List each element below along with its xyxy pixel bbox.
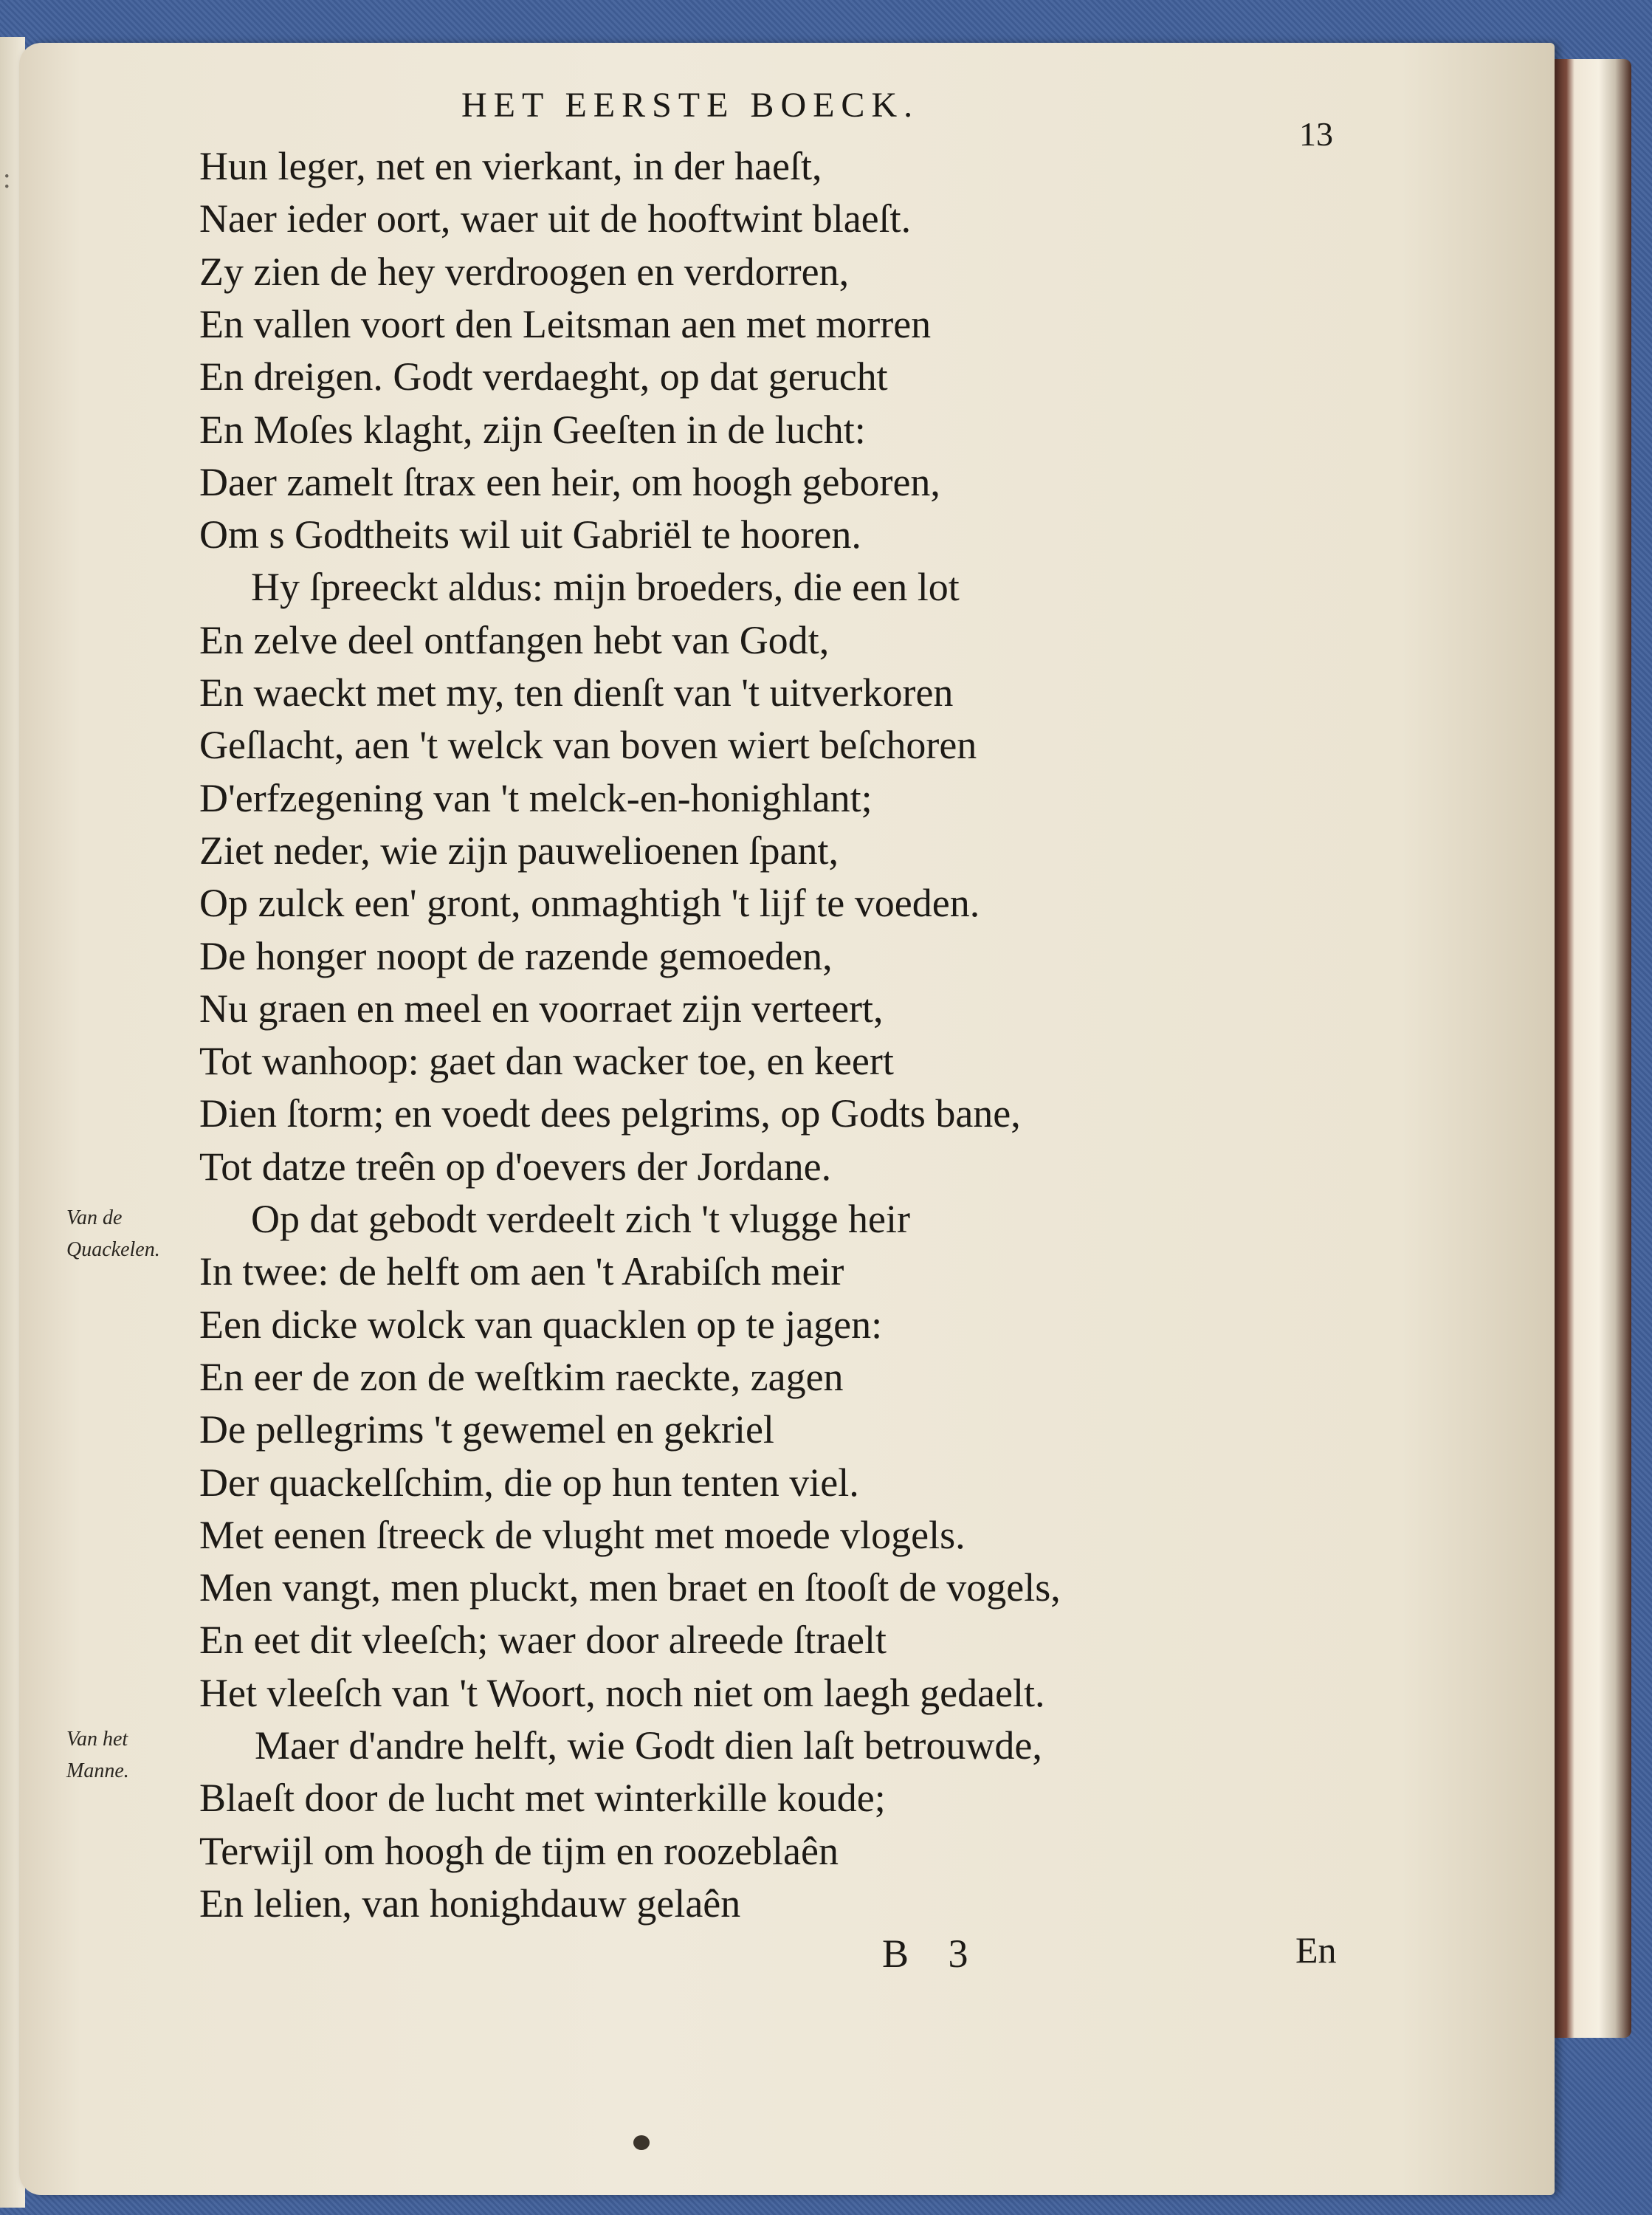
verse-line: Blaeſt door de lucht met winterkille koude; bbox=[199, 1776, 886, 1820]
verse-line: Men vangt, men pluckt, men braet en ſtooſt de vogels, bbox=[199, 1565, 1061, 1610]
verse-line: Dien ſtorm; en voedt dees pelgrims, op Godts bane, bbox=[199, 1091, 1021, 1136]
verse-line: Tot wanhoop: gaet dan wacker toe, en keert bbox=[199, 1039, 894, 1083]
verse-line: Met eenen ſtreeck de vlught met moede vlogels. bbox=[199, 1513, 966, 1557]
verse-line: En eet dit vleeſch; waer door alreede ſtraelt bbox=[199, 1618, 887, 1662]
page-number: 13 bbox=[1299, 115, 1333, 153]
verse-line: De honger noopt de razende gemoeden, bbox=[199, 934, 833, 978]
verse-line: En zelve deel ontfangen hebt van Godt, bbox=[199, 618, 830, 662]
verse-line: En waeckt met my, ten dienſt van 't uitverkoren bbox=[199, 670, 954, 715]
verse-line: Hun leger, net en vierkant, in der haeſt, bbox=[199, 144, 822, 188]
verse-line: En lelien, van honighdauw gelaên bbox=[199, 1881, 741, 1926]
running-header: HET EERSTE BOECK. bbox=[461, 86, 920, 125]
ink-spot bbox=[633, 2135, 650, 2150]
verse-line: Het vleeſch van 't Woort, noch niet om laegh gedaelt. bbox=[199, 1671, 1045, 1715]
verse-line: En Moſes klaght, zijn Geeſten in de lucht: bbox=[199, 408, 866, 452]
verse-line: Op dat gebodt verdeelt zich 't vlugge heir bbox=[251, 1197, 910, 1241]
verse-line: Nu graen en meel en voorraet zijn verteert, bbox=[199, 986, 884, 1031]
verse-line: Terwijl om hoogh de tijm en roozeblaên bbox=[199, 1829, 839, 1873]
margin-note-manne: Van het Manne. bbox=[66, 1728, 129, 1783]
book-edge bbox=[1550, 59, 1631, 2038]
verse-line: Om s Godtheits wil uit Gabriël te hooren. bbox=[199, 512, 861, 557]
verse-line: Een dicke wolck van quacklen op te jagen: bbox=[199, 1302, 883, 1347]
verse-line: En vallen voort den Leitsman aen met morren bbox=[199, 302, 932, 346]
verse-line: Tot datze treên op d'oevers der Jordane. bbox=[199, 1144, 832, 1189]
verse-line: D'erfzegening van 't melck-en-honighlant; bbox=[199, 776, 873, 820]
verse-line: Op zulck een' gront, onmaghtigh 't lijf te voeden. bbox=[199, 881, 980, 925]
verse-line: En dreigen. Godt verdaeght, op dat gerucht bbox=[199, 354, 888, 399]
verse-line: En eer de zon de weſtkim raeckte, zagen bbox=[199, 1355, 844, 1399]
catchword: En bbox=[1295, 1929, 1337, 1971]
verse-line: Hy ſpreeckt aldus: mijn broeders, die een lot bbox=[251, 565, 960, 609]
verse-line: Zy zien de hey verdroogen en verdorren, bbox=[199, 250, 850, 294]
verse-line: In twee: de helft om aen 't Arabiſch meir bbox=[199, 1249, 844, 1294]
margin-note-quackelen: Van de Quackelen. bbox=[66, 1206, 160, 1262]
signature-mark: B 3 bbox=[882, 1931, 983, 1976]
verse-line: Der quackelſchim, die op hun tenten viel. bbox=[199, 1460, 859, 1505]
facing-page-fragment: : bbox=[3, 163, 11, 194]
verse-line: Daer zamelt ſtrax een heir, om hoogh geboren, bbox=[199, 460, 940, 504]
verse-line: Maer d'andre helft, wie Godt dien laſt betrouwde, bbox=[255, 1723, 1042, 1768]
verse-line: Geſlacht, aen 't welck van boven wiert beſchoren bbox=[199, 723, 977, 767]
verse-line: Naer ieder oort, waer uit de hooftwint blaeſt. bbox=[199, 196, 912, 241]
verse-line: Ziet neder, wie zijn pauwelioenen ſpant, bbox=[199, 828, 839, 873]
verse-line: De pellegrims 't gewemel en gekriel bbox=[199, 1407, 774, 1452]
